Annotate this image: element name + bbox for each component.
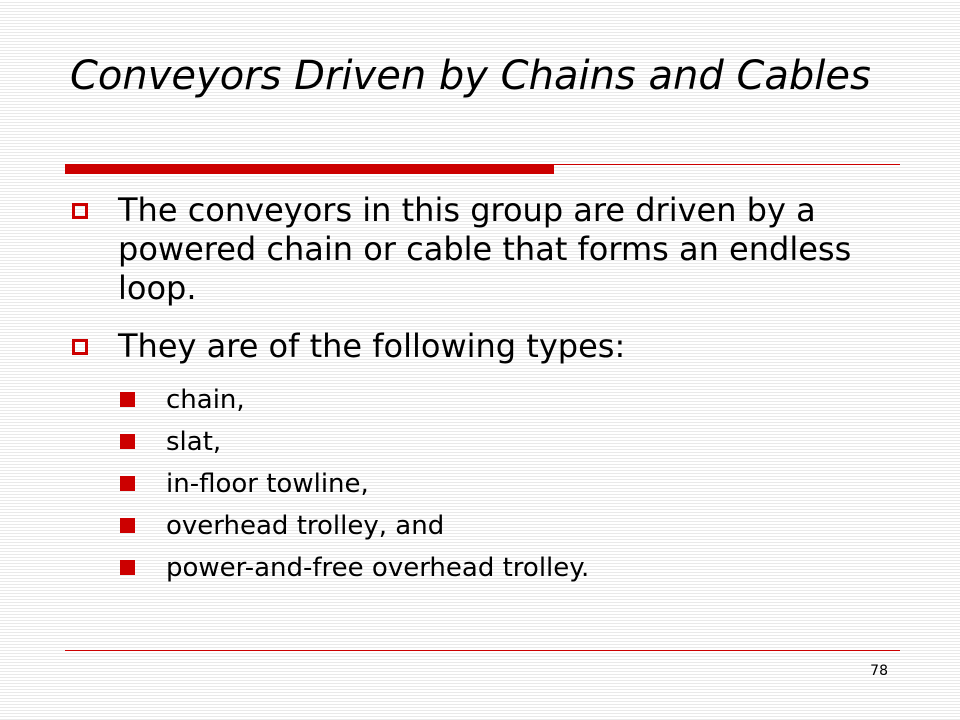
- title-underline-thin: [554, 164, 900, 165]
- slide-title: Conveyors Driven by Chains and Cables: [70, 53, 871, 99]
- filled-square-bullet-icon: [120, 560, 135, 575]
- sub-bullet-item: [118, 384, 878, 416]
- sub-bullet-text: overhead trolley, and: [166, 511, 445, 541]
- hollow-square-bullet-icon: [72, 339, 88, 355]
- sub-bullet-item: [118, 510, 878, 542]
- footer-rule: [65, 650, 900, 651]
- sub-bullet-item: [118, 426, 878, 458]
- bullet-text: The conveyors in this group are driven by a powered chain or cable that forms an endless loop.: [118, 191, 852, 307]
- title-underline-thick: [65, 164, 554, 174]
- sub-bullet-list: [118, 384, 878, 594]
- sub-bullet-text: in-floor towline,: [166, 469, 369, 499]
- sub-bullet-text: chain,: [166, 385, 245, 415]
- filled-square-bullet-icon: [120, 392, 135, 407]
- filled-square-bullet-icon: [120, 518, 135, 533]
- bullet-item: [70, 191, 870, 308]
- bullet-item: [70, 327, 870, 366]
- page-number: 78: [870, 663, 888, 679]
- hollow-square-bullet-icon: [72, 203, 88, 219]
- bullet-list: [70, 191, 870, 385]
- bullet-text: They are of the following types:: [118, 327, 626, 365]
- filled-square-bullet-icon: [120, 476, 135, 491]
- filled-square-bullet-icon: [120, 434, 135, 449]
- sub-bullet-text: slat,: [166, 427, 222, 457]
- sub-bullet-text: power-and-free overhead trolley.: [166, 553, 590, 583]
- sub-bullet-item: [118, 468, 878, 500]
- sub-bullet-item: [118, 552, 878, 584]
